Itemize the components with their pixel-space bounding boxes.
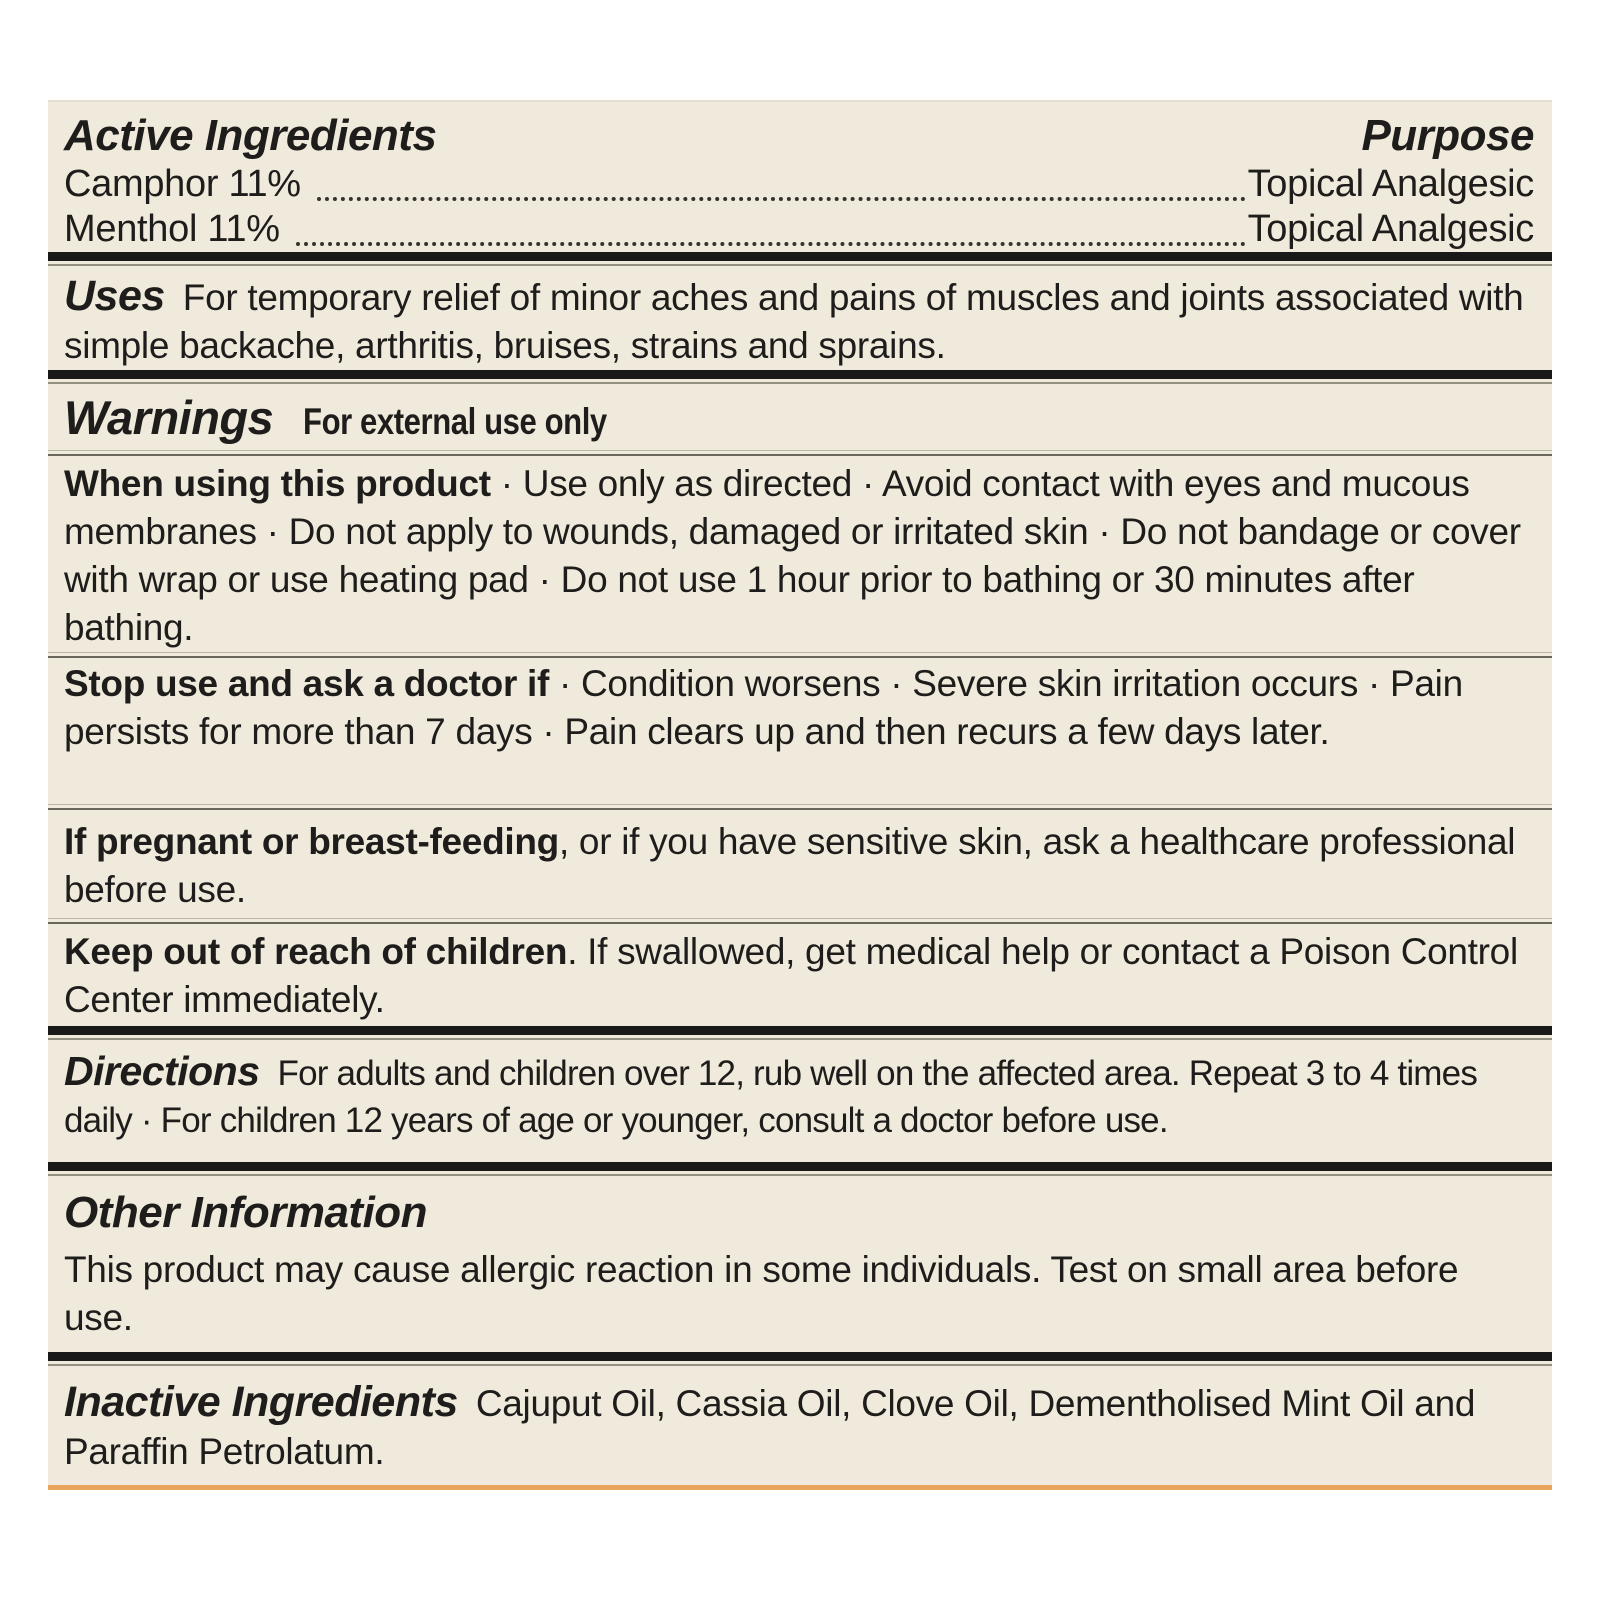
- when-using-lead: When using this product: [64, 463, 491, 504]
- stop-use-lead: Stop use and ask a doctor if: [64, 663, 550, 704]
- section-divider-thick: [48, 1162, 1552, 1176]
- pregnant-body: , or if you have sensitive skin, ask a healthcare professional before use.: [64, 821, 1516, 910]
- stop-use-paragraph: [64, 660, 1534, 756]
- ingredient-name: Camphor 11%: [64, 163, 301, 205]
- pregnant-section: [48, 810, 1552, 918]
- section-divider-thick: [48, 1352, 1552, 1366]
- directions-section: [48, 1040, 1552, 1162]
- uses-heading: Uses: [64, 272, 165, 320]
- ingredient-purpose: Topical Analgesic: [1247, 208, 1534, 250]
- external-use-note: For external use only: [303, 401, 608, 442]
- section-divider-thick: [48, 1026, 1552, 1040]
- table-header-row: [64, 110, 1534, 162]
- warnings-header-section: [48, 384, 1552, 450]
- directions-paragraph: [64, 1048, 1534, 1144]
- keep-out-body: . If swallowed, get medical help or contact a Poison Control Center immediately.: [64, 931, 1518, 1020]
- section-divider-thick: [48, 252, 1552, 266]
- warnings-header-row: [64, 390, 1534, 450]
- table-row: [64, 207, 1534, 252]
- uses-body: For temporary relief of minor aches and pains of muscles and joints associated with simple backache, arthritis, bruises, strains and sprains.: [64, 277, 1524, 366]
- other-information-body: This product may cause allergic reaction in some individuals. Test on small area before use.: [64, 1249, 1459, 1338]
- table-row: [64, 162, 1534, 207]
- stop-use-body: · Condition worsens · Severe skin irritation occurs · Pain persists for more than 7 days · Pain clears up and then recurs a few days later.: [64, 663, 1463, 752]
- pregnant-lead: If pregnant or breast-feeding: [64, 821, 559, 862]
- inactive-ingredients-body: Cajuput Oil, Cassia Oil, Clove Oil, Dementholised Mint Oil and Paraffin Petrolatum.: [64, 1383, 1476, 1472]
- drug-facts-label: [48, 100, 1552, 1490]
- active-ingredients-heading: Active Ingredients: [64, 111, 437, 160]
- purpose-heading: Purpose: [1361, 111, 1534, 160]
- directions-body: For adults and children over 12, rub well on the affected area. Repeat 3 to 4 times daily · For children 12 years of age or younger, consult a doctor before use.: [64, 1054, 1478, 1140]
- dot-leader: [296, 242, 1246, 246]
- keep-out-lead: Keep out of reach of children: [64, 931, 568, 972]
- keep-out-paragraph: [64, 928, 1534, 1024]
- stop-use-section: [48, 658, 1552, 804]
- when-using-body: · Use only as directed · Avoid contact with eyes and mucous membranes · Do not apply to wounds, damaged or irritated skin · Do not bandage or cover with wrap or use heating pad · Do not use 1 hour prior to bathing or 30 minutes after bathing.: [64, 463, 1521, 648]
- ingredient-name: Menthol 11%: [64, 208, 280, 250]
- when-using-paragraph: [64, 460, 1534, 652]
- directions-heading: Directions: [64, 1048, 260, 1094]
- section-divider-thick: [48, 370, 1552, 384]
- inactive-ingredients-paragraph: [64, 1378, 1534, 1476]
- uses-section: [48, 266, 1552, 370]
- active-ingredients-section: [48, 102, 1552, 252]
- inactive-ingredients-heading: Inactive Ingredients: [64, 1378, 458, 1426]
- other-information-section: [48, 1176, 1552, 1352]
- other-information-heading: Other Information: [64, 1188, 428, 1237]
- inactive-ingredients-section: [48, 1366, 1552, 1487]
- ingredient-purpose: Topical Analgesic: [1247, 163, 1534, 205]
- pregnant-paragraph: [64, 818, 1534, 914]
- uses-paragraph: [64, 272, 1534, 370]
- warnings-heading: Warnings: [64, 391, 274, 444]
- dot-leader: [317, 197, 1246, 201]
- when-using-section: [48, 456, 1552, 652]
- keep-out-section: [48, 924, 1552, 1026]
